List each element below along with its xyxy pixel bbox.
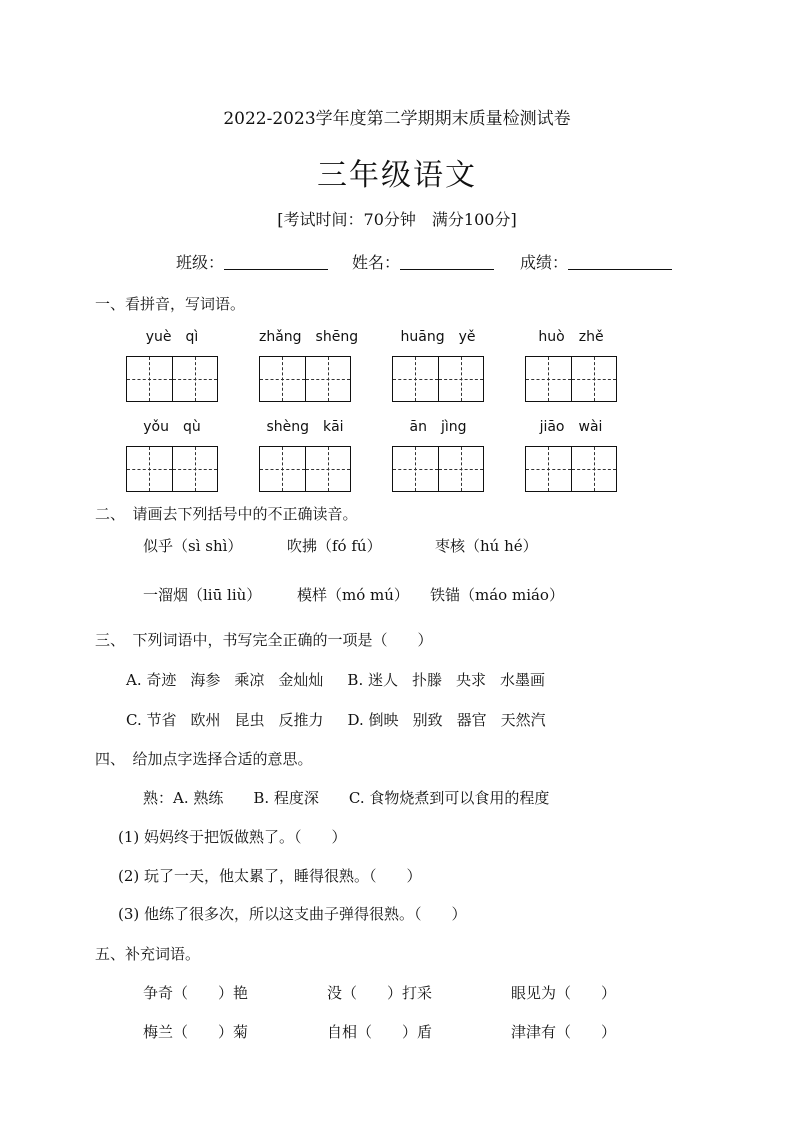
q1-pinyin: huò zhě: [538, 329, 604, 345]
q3-row-c-d: [126, 709, 560, 730]
q3-word: A. 奇迹: [126, 671, 177, 689]
q1-pinyin: huāng yě: [400, 329, 476, 345]
q4-heading: 四、 给加点字选择合适的意思。: [95, 750, 313, 768]
q1-pinyin: yǒu qù: [143, 419, 201, 435]
name-field: [352, 250, 494, 273]
q3-word: 扑滕: [411, 671, 442, 689]
q5-item: 争奇（ ）艳: [143, 984, 249, 1002]
q3-word: 水墨画: [500, 671, 546, 689]
writing-grid[interactable]: [259, 446, 351, 492]
score-blank[interactable]: [568, 253, 672, 270]
q3-word: 昆虫: [234, 711, 265, 729]
q2-item: 一溜烟（liū liù）: [143, 586, 262, 604]
q5-item: 眼见为（ ）: [511, 984, 617, 1002]
class-label: 班级：: [176, 253, 225, 272]
q3-word: 器官: [456, 711, 487, 729]
q3-word: 央求: [456, 671, 487, 689]
writing-grid[interactable]: [126, 446, 218, 492]
q1-pinyin: ān jìng: [409, 419, 467, 435]
q2-item: 吹拂（fó fú）: [287, 537, 382, 555]
score-field: [520, 250, 672, 273]
q3-heading: 三、 下列词语中，书写完全正确的一项是（ ）: [95, 631, 433, 649]
writing-grid[interactable]: [392, 446, 484, 492]
q3-word: B. 迷人: [347, 671, 398, 689]
q3-word: 别致: [412, 711, 443, 729]
q4-item: (1) 妈妈终于把饭做熟了。（ ）: [118, 828, 347, 846]
q2-item: 似乎（sì shì）: [143, 537, 243, 555]
q3-row-a-b: [126, 669, 559, 690]
q3-word: 金灿灿: [278, 671, 324, 689]
class-blank[interactable]: [224, 253, 328, 270]
q5-item: 梅兰（ ）菊: [143, 1023, 249, 1041]
name-blank[interactable]: [400, 253, 494, 270]
q2-item: 模样（mó mú）: [297, 586, 409, 604]
q3-word: D. 倒映: [347, 711, 399, 729]
q4-item: (2) 玩了一天，他太累了，睡得很熟。（ ）: [118, 867, 422, 885]
writing-grid[interactable]: [525, 446, 617, 492]
q3-word: 乘凉: [234, 671, 265, 689]
q4-item: (3) 他练了很多次，所以这支曲子弹得很熟。（ ）: [118, 905, 467, 923]
q3-word: 天然汽: [500, 711, 546, 729]
q5-item: 自相（ ）盾: [327, 1023, 433, 1041]
exam-title: 三年级语文: [317, 158, 477, 193]
q2-item: 铁锚（máo miáo）: [430, 586, 564, 604]
q1-pinyin: shèng kāi: [266, 419, 344, 435]
name-label: 姓名：: [352, 253, 401, 272]
q3-word: 反推力: [278, 711, 324, 729]
q2-heading: 二、 请画去下列括号中的不正确读音。: [95, 505, 358, 523]
writing-grid[interactable]: [259, 356, 351, 402]
class-field: [176, 250, 328, 273]
writing-grid[interactable]: [126, 356, 218, 402]
q2-item: 枣核（hú hé）: [435, 537, 538, 555]
score-label: 成绩：: [520, 253, 569, 272]
writing-grid[interactable]: [525, 356, 617, 402]
exam-subtitle: 2022-2023学年度第二学期期末质量检测试卷: [223, 109, 571, 129]
q1-pinyin: zhǎng shēng: [259, 329, 359, 345]
q3-word: C. 节省: [126, 711, 177, 729]
exam-info: [考试时间：70分钟 满分100分]: [277, 210, 517, 229]
q5-item: 没（ ）打采: [327, 984, 433, 1002]
q5-heading: 五、补充词语。: [95, 945, 201, 963]
writing-grid[interactable]: [392, 356, 484, 402]
q1-pinyin: jiāo wài: [539, 419, 603, 435]
q3-word: 欧州: [190, 711, 221, 729]
q4-options: 熟：A. 熟练 B. 程度深 C. 食物烧煮到可以食用的程度: [143, 789, 550, 807]
q1-heading: 一、看拼音，写词语。: [95, 295, 246, 313]
q5-item: 津津有（ ）: [511, 1023, 617, 1041]
q3-word: 海参: [190, 671, 221, 689]
q1-pinyin: yuè qì: [145, 329, 199, 345]
